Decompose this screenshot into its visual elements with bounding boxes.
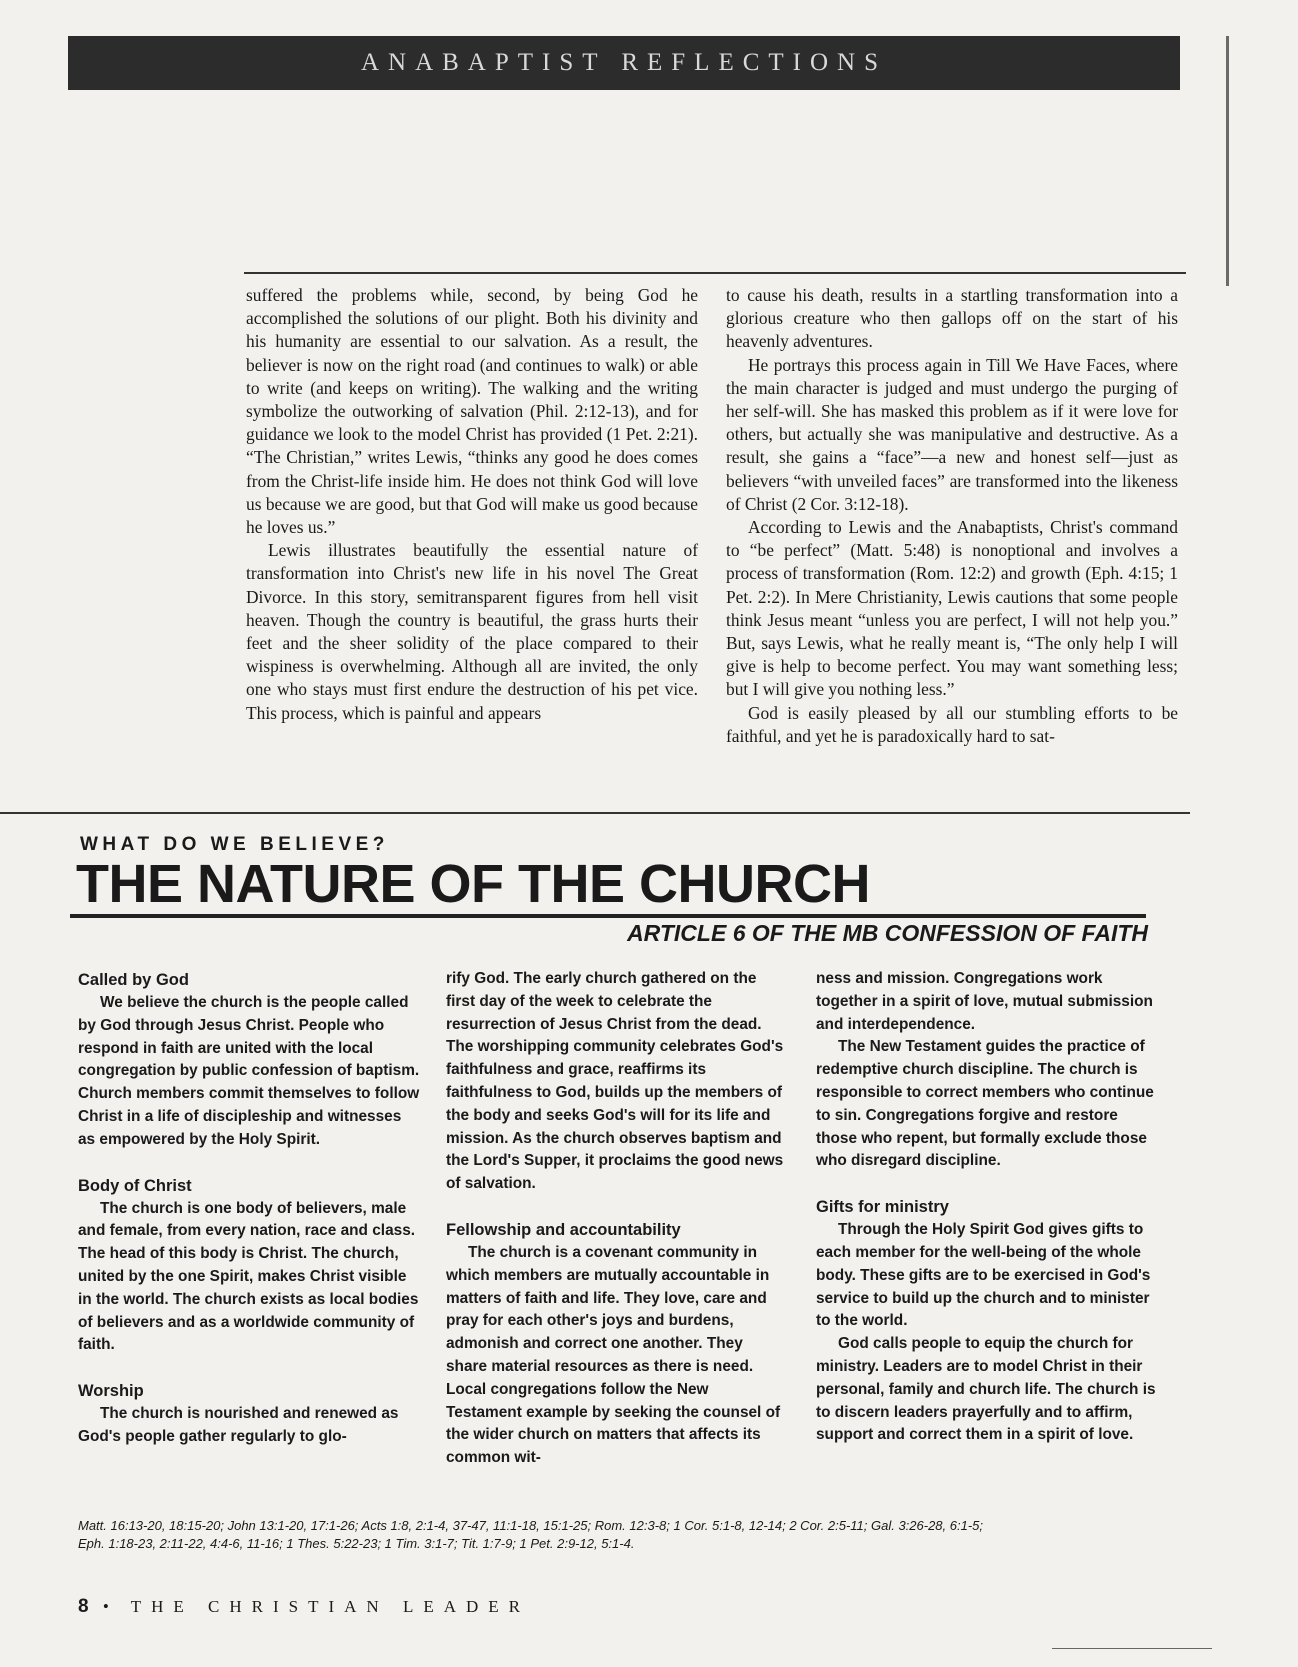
- scripture-references: [78, 1517, 1178, 1553]
- confession-paragraph: God calls people to equip the church for ministry. Leaders are to model Christ in their personal, family and church life. The church is to discern leaders prayerfully and to affirm, support and correct them in a spirit of love.: [816, 1335, 1156, 1444]
- essay-paragraph: suffered the problems while, second, by being God he accomplished the solutions of our plight. Both his divinity and his humanity are essential to our salvation. As a result, the believer is now on the right road (and continues to walk) or able to write (and keeps on writing). The walking and the writing symbolize the outworking of salvation (Phil. 2:12-13), and for guidance we look to the model Christ has provided (1 Pet. 2:21). “The Christian,” writes Lewis, “thinks any good he does comes from the Christ-life inside him. He does not think God will love us because we are good, but that God will make us good because he loves us.”: [246, 285, 698, 538]
- publication-name: THE CHRISTIAN LEADER: [130, 1597, 530, 1616]
- confession-subhead: ARTICLE 6 OF THE MB CONFESSION OF FAITH: [627, 920, 1148, 946]
- reference-line: Matt. 16:13-20, 18:15-20; John 13:1-20, 17:1-26; Acts 1:8, 2:1-4, 37-47, 11:1-18, 15:1-25; Rom. 12:3-8; 1 Cor. 5:1-8, 12-14; 2 Cor. 2:5-11; Gal. 3:26-28, 6:1-5;: [78, 1518, 983, 1533]
- headline-rule: [70, 914, 1146, 918]
- confession-paragraph: Through the Holy Spirit God gives gifts to each member for the well-being of the whole body. These gifts are to be exercised in God's service to build up the church and to minister to the world.: [816, 1221, 1151, 1330]
- confession-paragraph: The church is nourished and renewed as God's people gather regularly to glo-: [78, 1405, 399, 1445]
- confession-paragraph: The church is a covenant community in which members are mutually accountable in matters of faith and life. They love, care and pray for each other's joys and burdens, admonish and correct one another. They share material resources as there is need. Local congregations follow the New Testament example by seeking the counsel of the wider church on matters that affects its common wit-: [446, 1243, 781, 1467]
- footer-rule: [1052, 1648, 1212, 1649]
- essay-column-left: [246, 284, 698, 725]
- footer-separator: •: [102, 1597, 109, 1616]
- section-heading: Gifts for ministry: [816, 1198, 949, 1217]
- confession-paragraph: We believe the church is the people called by God through Jesus Christ. People who respond in faith are united with the local congregation by public confession of baptism. Church members commit themselves to follow Christ in a life of discipleship and witnesses as empowered by the Holy Spirit.: [78, 994, 420, 1148]
- essay-column-right: [726, 284, 1178, 748]
- top-rule: [244, 272, 1186, 274]
- section-banner: ANABAPTIST REFLECTIONS: [68, 36, 1180, 90]
- reference-line: Eph. 1:18-23, 2:11-22, 4:4-6, 11-16; 1 Thes. 5:22-23; 1 Tim. 3:1-7; Tit. 1:7-9; 1 Pet. 2:9-12, 5:1-4.: [78, 1536, 635, 1551]
- section-heading: Called by God: [78, 971, 189, 989]
- essay-paragraph: Lewis illustrates beautifully the essential nature of transformation into Christ's new life in his novel The Great Divorce. In this story, semitransparent figures from hell visit heaven. Though the country is beautiful, the grass hurts their feet and the sheer solidity of the place compared to their wispiness is overwhelming. Although all are invited, the only one who stays must first endure the destruction of his pet vice. This process, which is painful and appears: [246, 540, 698, 723]
- section-heading: Worship: [78, 1382, 144, 1401]
- section-divider: [0, 812, 1190, 814]
- confession-headline: THE NATURE OF THE CHURCH: [76, 854, 870, 914]
- page-footer: [78, 1596, 530, 1618]
- page-edge-line: [1226, 36, 1229, 286]
- confession-paragraph: ness and mission. Congregations work together in a spirit of love, mutual submission and interdependence.: [816, 970, 1153, 1033]
- confession-kicker: WHAT DO WE BELIEVE?: [80, 834, 389, 855]
- confession-paragraph: The church is one body of believers, male and female, from every nation, race and class. The head of this body is Christ. The church, united by the one Spirit, makes Christ visible in the world. The church exists as local bodies of believers and as a worldwide community of faith.: [78, 1199, 419, 1354]
- confession-column-2: [446, 968, 788, 1470]
- section-heading: Fellowship and accountability: [446, 1220, 681, 1239]
- essay-paragraph: He portrays this process again in Till We Have Faces, where the main character is judged and must undergo the purging of her self-will. She has masked this problem as if it were love for others, but actually she was manipulative and destructive. As a result, she gains a “face”—a new and honest self—just as believers “with unveiled faces” are transformed into the likeness of Christ (2 Cor. 3:12-18).: [726, 354, 1178, 514]
- section-heading: Body of Christ: [78, 1176, 192, 1195]
- essay-paragraph: to cause his death, results in a startling transformation into a glorious creature who then gallops off on the start of his heavenly adventures.: [726, 285, 1178, 352]
- confession-paragraph: The New Testament guides the practice of redemptive church discipline. The church is responsible to correct members who continue to sin. Congregations forgive and restore those who repent, but formally exclude those who disregard discipline.: [816, 1038, 1154, 1170]
- essay-paragraph: God is easily pleased by all our stumbling efforts to be faithful, and yet he is paradoxically hard to sat-: [726, 702, 1178, 746]
- confession-column-3: [816, 968, 1158, 1447]
- page-number: 8: [78, 1596, 89, 1617]
- essay-paragraph: According to Lewis and the Anabaptists, Christ's command to “be perfect” (Matt. 5:48) is nonoptional and involves a process of transformation (Rom. 12:2) and growth (Eph. 4:15; 1 Pet. 2:2). In Mere Christianity, Lewis cautions that some people think Jesus meant “unless you are perfect, I will not help you.” But, says Lewis, what he really meant is, “The only help I will give is help to become perfect. You may want something less; but I will give you nothing less.”: [726, 517, 1178, 700]
- confession-paragraph: rify God. The early church gathered on the first day of the week to celebrate the resurrection of Jesus Christ from the dead. The worshipping community celebrates God's faithfulness and grace, reaffirms its faithfulness to God, builds up the members of the body and seeks God's will for its life and mission. As the church observes baptism and the Lord's Supper, it proclaims the good news of salvation.: [446, 970, 784, 1193]
- confession-column-1: [78, 968, 420, 1449]
